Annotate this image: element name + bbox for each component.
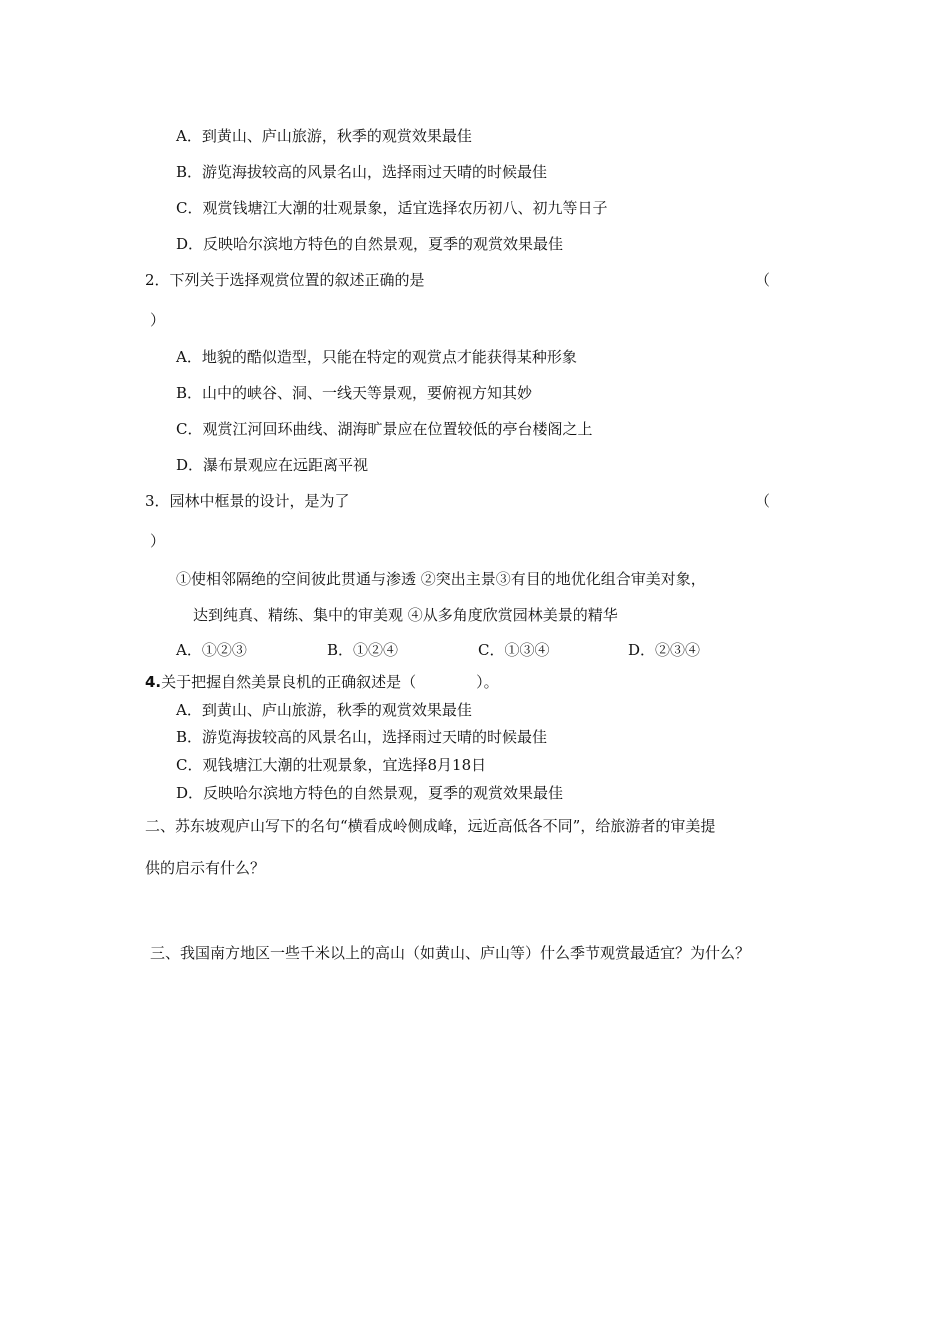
- section2-question-line2: 供的启示有什么？: [145, 859, 266, 877]
- q3-choice-a: A．①②③: [176, 641, 247, 659]
- q3-answer-paren-close: ）: [150, 532, 166, 550]
- q2-option-a: A．地貌的酷似造型，只能在特定的观赏点才能获得某种形象: [176, 348, 577, 366]
- section2-question-line1: 二、苏东坡观庐山写下的名句“横看成岭侧成峰，远近高低各不同”，给旅游者的审美提: [145, 817, 716, 835]
- section3-question: 三、我国南方地区一些千米以上的高山（如黄山、庐山等）什么季节观赏最适宜？为什么？: [150, 944, 751, 962]
- q3-choice-d: D．②③④: [628, 641, 701, 659]
- q4-option-c: C．观钱塘江大潮的壮观景象，宜选择8月18日: [176, 756, 487, 774]
- q3-answer-paren-open: （: [755, 492, 771, 510]
- q2-option-b: B．山中的峡谷、洞、一线天等景观，要俯视方知其妙: [176, 384, 533, 402]
- q2-answer-paren-open: （: [755, 271, 771, 289]
- q2-stem: 2．下列关于选择观赏位置的叙述正确的是: [145, 271, 425, 289]
- q4-option-b: B．游览海拔较高的风景名山，选择雨过天晴的时候最佳: [176, 728, 548, 746]
- q1-option-b: B．游览海拔较高的风景名山，选择雨过天晴的时候最佳: [176, 163, 548, 181]
- q2-answer-paren-close: ）: [150, 311, 166, 329]
- q3-stem: 3．园林中框景的设计，是为了: [145, 492, 350, 510]
- q4-number: 4.: [145, 673, 162, 691]
- q4-option-d: D．反映哈尔滨地方特色的自然景观，夏季的观赏效果最佳: [176, 784, 564, 802]
- q3-statement-line1: ①使相邻隔绝的空间彼此贯通与渗透 ②突出主景③有目的地优化组合审美对象，: [176, 570, 706, 588]
- q1-option-a: A．到黄山、庐山旅游，秋季的观赏效果最佳: [176, 127, 472, 145]
- q2-option-c: C．观赏江河回环曲线、湖海旷景应在位置较低的亭台楼阁之上: [176, 420, 593, 438]
- q3-choice-b: B．①②④: [327, 641, 399, 659]
- q4-option-a: A．到黄山、庐山旅游，秋季的观赏效果最佳: [176, 701, 472, 719]
- q4-stem: 关于把握自然美景良机的正确叙述是（ ）。: [161, 673, 499, 691]
- q3-statement-line2: 达到纯真、精练、集中的审美观 ④从多角度欣赏园林美景的精华: [193, 606, 618, 624]
- q3-choice-c: C．①③④: [478, 641, 550, 659]
- q1-option-d: D．反映哈尔滨地方特色的自然景观，夏季的观赏效果最佳: [176, 235, 564, 253]
- q2-option-d: D．瀑布景观应在远距离平视: [176, 456, 369, 474]
- q1-option-c: C．观赏钱塘江大潮的壮观景象，适宜选择农历初八、初九等日子: [176, 199, 608, 217]
- q4-stem-line: [145, 672, 499, 692]
